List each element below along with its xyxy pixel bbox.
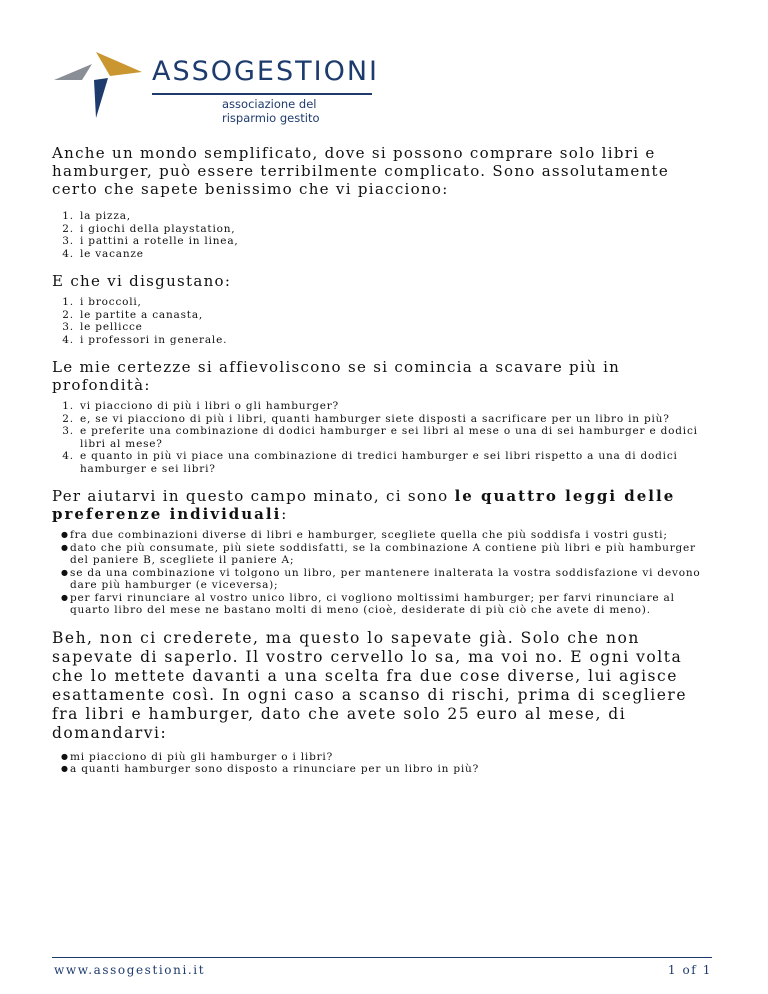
list-item: ● dato che più consumate, più siete soddisfatti, se la combinazione A contiene più libri e più hamburger del paniere B, scegliete il paniere A; bbox=[62, 542, 712, 567]
list-item: ● per farvi rinunciare al vostro unico libro, ci vogliono moltissimi hamburger; per farvi rinunciare al quarto libro del mese ne bastano molti di meno (cioè, desiderate di più ciò che avete di meno). bbox=[62, 592, 712, 617]
footer-divider bbox=[52, 957, 712, 958]
footer-website-link[interactable]: www.assogestioni.it bbox=[54, 963, 206, 977]
logo-mark-icon bbox=[52, 50, 152, 122]
list-item: ● mi piacciono di più gli hamburger o i libri? bbox=[62, 751, 712, 764]
list-item: 1. la pizza, bbox=[78, 210, 712, 223]
list-item: 2. i giochi della playstation, bbox=[78, 223, 712, 236]
list-item: 1. vi piacciono di più i libri o gli hamburger? bbox=[78, 400, 712, 413]
brand-name: ASSOGESTIONI bbox=[152, 56, 379, 87]
laws-heading-post: : bbox=[281, 505, 288, 523]
list-item: 2. le partite a canasta, bbox=[78, 309, 712, 322]
brand-tagline: associazione del risparmio gestito bbox=[222, 97, 320, 125]
list-item: 3. e preferite una combinazione di dodici hamburger e sei libri al mese o una di sei hamburger e dodici libri al mese? bbox=[78, 425, 712, 450]
dislikes-list bbox=[52, 296, 712, 346]
closing-paragraph: Beh, non ci crederete, ma questo lo sapevate già. Solo che non sapevate di saperlo. Il vostro cervello lo sa, ma voi no. E ogni volta che lo mettete davanti a una scelta fra due cose diverse, lui agisce esattamente così. In ogni caso a scanso di rischi, prima di scegliere fra libri e hamburger, dato che avete solo 25 euro al mese, di domandarvi: bbox=[52, 628, 688, 742]
list-item: 4. le vacanze bbox=[78, 248, 712, 261]
list-item: 3. i pattini a rotelle in linea, bbox=[78, 235, 712, 248]
list-item: 2. e, se vi piacciono di più i libri, quanti hamburger siete disposti a sacrificare per un libro in più? bbox=[78, 413, 712, 426]
page-number: 1 of 1 bbox=[667, 963, 712, 977]
intro-paragraph: Anche un mondo semplificato, dove si possono comprare solo libri e hamburger, può essere terribilmente complicato. Sono assolutamente certo che sapete benissimo che vi piacciono: bbox=[52, 144, 670, 198]
list-item: 3. le pellicce bbox=[78, 321, 712, 334]
list-item: 1. i broccoli, bbox=[78, 296, 712, 309]
likes-list bbox=[52, 210, 712, 260]
laws-heading-bold: le quattro leggi delle preferenze individuali bbox=[52, 487, 676, 523]
laws-heading bbox=[52, 487, 712, 523]
laws-heading-pre: Per aiutarvi in questo campo minato, ci sono bbox=[52, 487, 455, 505]
dislikes-heading: E che vi disgustano: bbox=[52, 272, 232, 290]
document-body bbox=[52, 144, 712, 788]
list-item: 4. i professori in generale. bbox=[78, 334, 712, 347]
list-item: 4. e quanto in più vi piace una combinazione di tredici hamburger e sei libri rispetto a una di dodici hamburger e sei libri? bbox=[78, 450, 712, 475]
list-item: ● a quanti hamburger sono disposto a rinunciare per un libro in più? bbox=[62, 763, 712, 776]
assogestioni-logo bbox=[52, 50, 379, 125]
doubts-list bbox=[52, 400, 712, 475]
list-item: ● fra due combinazioni diverse di libri e hamburger, scegliete quella che più soddisfa i vostri gusti; bbox=[62, 529, 712, 542]
brand-rule bbox=[152, 93, 372, 95]
doubts-heading: Le mie certezze si affievoliscono se si comincia a scavare più in profondità: bbox=[52, 358, 621, 394]
questions-list bbox=[52, 751, 712, 776]
laws-list bbox=[52, 529, 712, 617]
list-item: ● se da una combinazione vi tolgono un libro, per mantenere inalterata la vostra soddisfazione vi devono dare più hamburger (e viceversa); bbox=[62, 567, 712, 592]
